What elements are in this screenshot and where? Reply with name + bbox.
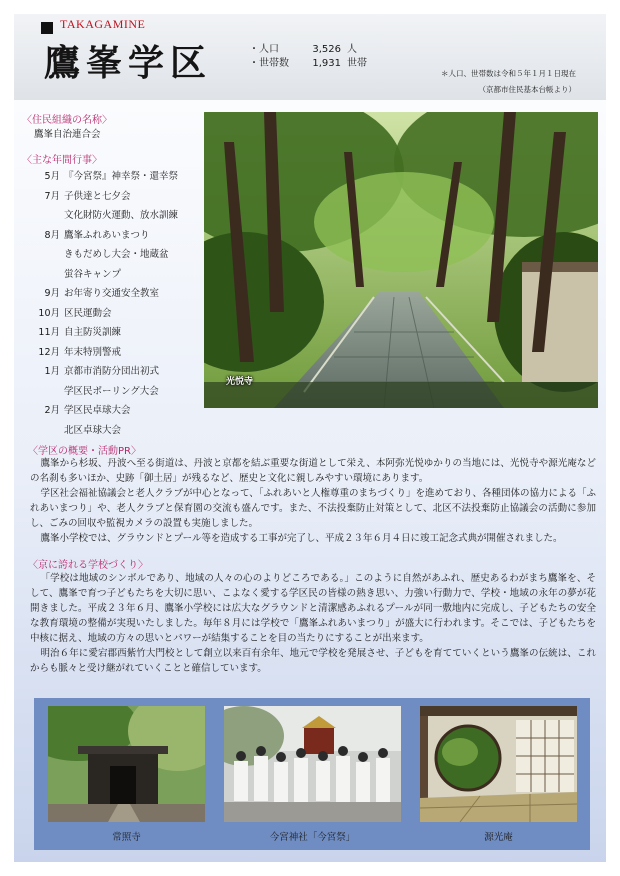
overview-paragraph: 鷹峯小学校では、グラウンドとプール等を造成する工事が完了し、平成２３年６月４日に竣工記念式典が開催されました。 — [40, 533, 563, 544]
stat-households — [249, 57, 367, 71]
stat-label: ・世帯数 — [249, 58, 289, 69]
organization-heading: 〈住民組織の名称〉 — [22, 115, 112, 126]
page-title: 鷹峯学区 — [44, 42, 213, 84]
event-month: 5月 — [44, 171, 60, 182]
stats-note-line: ＊人口、世帯数は令和５年１月１日現在 — [441, 69, 576, 78]
stat-unit: 世帯 — [347, 58, 367, 69]
school-heading: 〈京に誇れる学校づくり〉 — [28, 560, 148, 571]
photo-caption: 今宮神社「今宮祭」 — [269, 832, 356, 843]
event-text: 北区卓球大会 — [64, 424, 122, 436]
event-month: 10月 — [38, 307, 60, 319]
photo-imamiya-festival — [224, 706, 401, 822]
school-text — [30, 571, 596, 676]
event-text: 蛍谷キャンプ — [64, 268, 122, 280]
school-paragraph: 「学校は地域のシンボルであり、地域の人々の心のよりどころである。」このように自然があふれ、歴史あるわがまち鷹峯を、そして、鷹峯で育つ子どもたちを大切に思い、こよなく愛する学区民の皆様の熱き思い、力強い行動力で、学校・地域の永年の夢が花開きました。平成２３年６月、鷹峯小学校には広大なグラウンドと清潔感あふれるプールが同一敷地内に完成し、子どもたちの安全な教育環境の整備が実現いたしました。毎年８月には学校で「鷹峯ふれあいまつり」が盛大に行われます。そこでは、子どもたちを中核に据え、地域の方々の思いとパワーが結集することを目の当たりにすることが出来ます。 — [30, 573, 596, 644]
overview-paragraph: 学区社会福祉協議会と老人クラブが中心となって、「ふれあいと人権尊重のまちづくり」を進めており、各種団体の協力による「ふれあいまつり」や、老人クラブと保育園の交流も盛んです。また、不法投棄防止対策として、北区不法投棄防止協議会の活動に参加し、ごみの回収や監視カメラの設置も実施しました。 — [30, 488, 596, 529]
festival-procession-image — [224, 706, 401, 822]
photo-joshoji — [48, 706, 205, 822]
header-roman-title: TAKAGAMINE — [60, 17, 146, 31]
photo-caption: 常照寺 — [112, 832, 141, 843]
event-text: 文化財防火運動、放水訓練 — [64, 210, 179, 221]
main-photo — [204, 112, 598, 408]
organization-name: 鷹峯自治連合会 — [34, 129, 101, 140]
stat-unit: 人 — [347, 44, 357, 55]
main-photo-caption: 光悦寺 — [226, 377, 254, 387]
event-text: 鷹峯ふれあいまつり — [64, 229, 150, 241]
stat-value: 1,931 — [312, 58, 341, 69]
event-month: 8月 — [44, 229, 60, 241]
stats-source-line: （京都市住民基本台帳より） — [478, 85, 576, 94]
event-text: お年寄り交通安全教室 — [64, 288, 160, 299]
overview-paragraph: 鷹峯から杉坂、丹波へ至る街道は、丹波と京都を結ぶ重要な街道として栄え、本阿弥光悦ゆかりの当地には、光悦寺や源光庵などの名刹も多いほか、史跡「御土居」が残るなど、歴史と文化に親しみやすい環境にあります。 — [30, 458, 596, 484]
event-text: 学区民卓球大会 — [64, 405, 131, 416]
temple-gate-image — [48, 706, 205, 822]
overview-text — [30, 456, 596, 546]
event-month: 2月 — [44, 405, 60, 416]
school-paragraph: 明治６年に愛宕郡西紫竹大門校として創立以来百有余年、地元で学校を発展させ、子どもを育てていくという鷹峯の伝統は、これからも脈々と受け継がれていくことと確信しています。 — [30, 648, 596, 674]
event-month: 11月 — [38, 327, 60, 338]
event-text: 年末特別警戒 — [64, 346, 122, 358]
stat-label: ・人口 — [249, 44, 279, 55]
events-heading: 〈主な年間行事〉 — [22, 155, 102, 166]
event-text: 自主防災訓練 — [64, 327, 122, 338]
event-text: きもだめし大会・地蔵盆 — [64, 249, 169, 260]
overview-heading: 〈学区の概要・活動PR〉 — [28, 446, 141, 457]
temple-path-image — [204, 112, 598, 408]
event-month: 1月 — [44, 366, 60, 377]
header-banner — [14, 14, 606, 100]
event-month: 12月 — [38, 346, 60, 358]
header-square-mark — [41, 22, 53, 34]
event-text: 区民運動会 — [64, 307, 112, 319]
stat-population — [249, 43, 367, 57]
event-text: 京都市消防分団出初式 — [64, 366, 160, 377]
photo-caption: 源光庵 — [484, 832, 513, 843]
photo-genkoan — [420, 706, 577, 822]
event-text: 学区民ボーリング大会 — [64, 385, 159, 397]
population-stats — [249, 43, 367, 71]
event-text: 子供達と七夕会 — [64, 190, 131, 202]
event-text: 『今宮祭』神幸祭・還幸祭 — [64, 171, 179, 182]
stat-value: 3,526 — [312, 44, 341, 55]
stats-note — [441, 66, 576, 98]
round-window-image — [420, 706, 577, 822]
event-month: 9月 — [44, 288, 60, 299]
event-month: 7月 — [44, 190, 60, 202]
